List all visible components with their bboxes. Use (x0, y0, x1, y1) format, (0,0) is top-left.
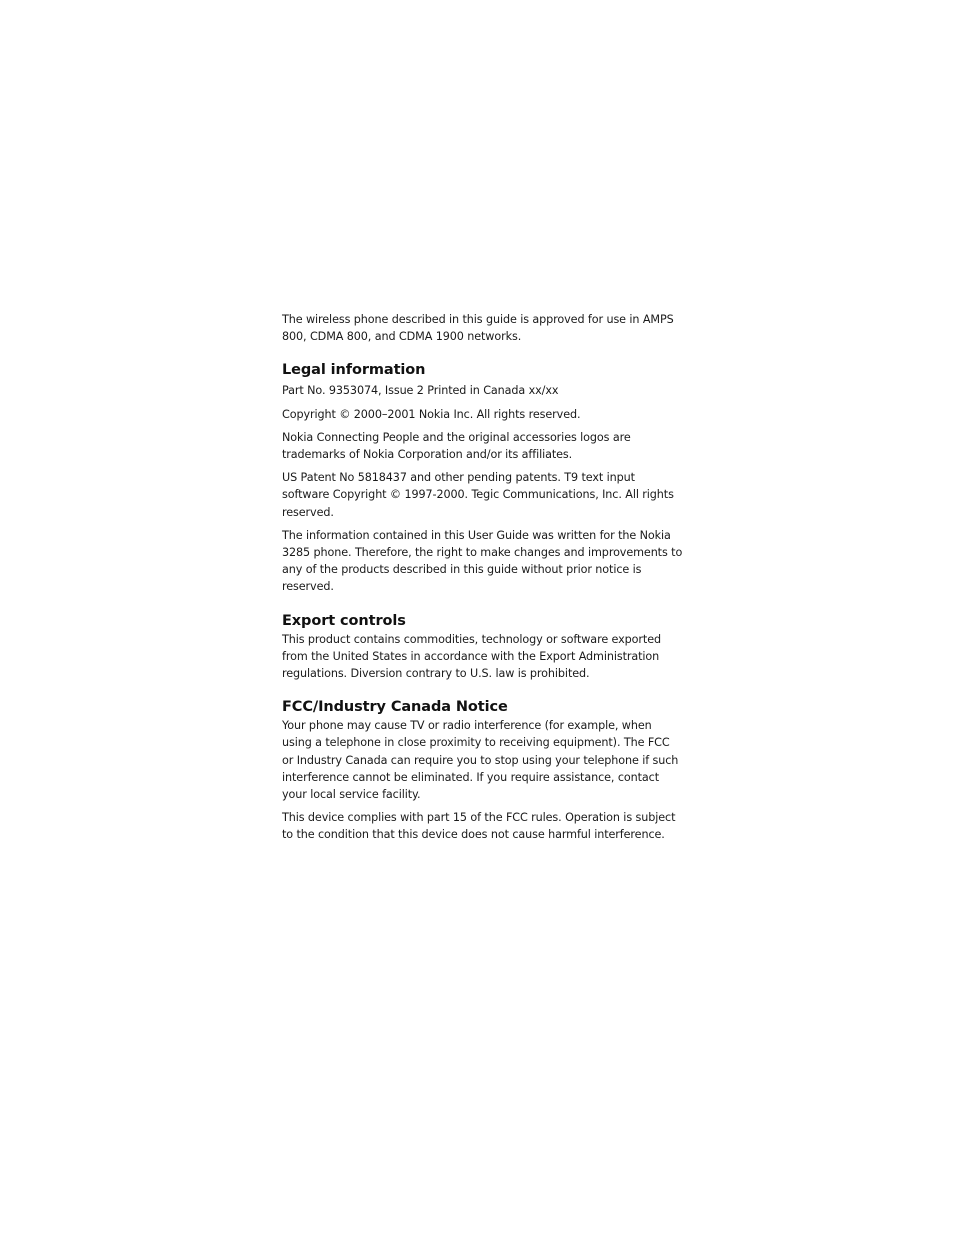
trademark-paragraph: Nokia Connecting People and the original accessories logos are trademarks of Nokia Corporation and/or its affiliates. (282, 430, 631, 462)
fcc-notice-section (282, 697, 684, 843)
user-guide-notice-paragraph: The information contained in this User Guide was written for the Nokia 3285 phone. Therefore, the right to make changes and improvements to any of the products described in this guide without prior notice is reserved. (282, 528, 683, 594)
legal-information-heading: Legal information (282, 362, 426, 379)
fcc-notice-heading: FCC/Industry Canada Notice (282, 699, 508, 716)
part-number-paragraph: Part No. 9353074, Issue 2 Printed in Canada xx/xx (282, 384, 559, 398)
export-controls-paragraph: This product contains commodities, technology or software exported from the United States in accordance with the Export Administration regulations. Diversion contrary to U.S. law is prohibited. (282, 632, 661, 681)
intro-paragraph: The wireless phone described in this guide is approved for use in AMPS 800, CDMA 800, and CDMA 1900 networks. (282, 313, 674, 344)
legal-information-section (282, 360, 684, 595)
fcc-compliance-paragraph: This device complies with part 15 of the FCC rules. Operation is subject to the condition that this device does not cause harmful interference. (282, 811, 676, 842)
document-page (282, 311, 684, 859)
patent-paragraph: US Patent No 5818437 and other pending patents. T9 text input software Copyright © 1997-2000. Tegic Communications, Inc. All rights reserved. (282, 471, 674, 519)
copyright-paragraph: Copyright © 2000–2001 Nokia Inc. All rights reserved. (282, 407, 581, 421)
interference-paragraph: Your phone may cause TV or radio interference (for example, when using a telephone in close proximity to receiving equipment). The FCC or Industry Canada can require you to stop using your telephone if such interference cannot be eliminated. If you require assistance, contact your local service facility. (282, 719, 679, 802)
export-controls-heading: Export controls (282, 612, 406, 629)
export-controls-section (282, 611, 684, 683)
